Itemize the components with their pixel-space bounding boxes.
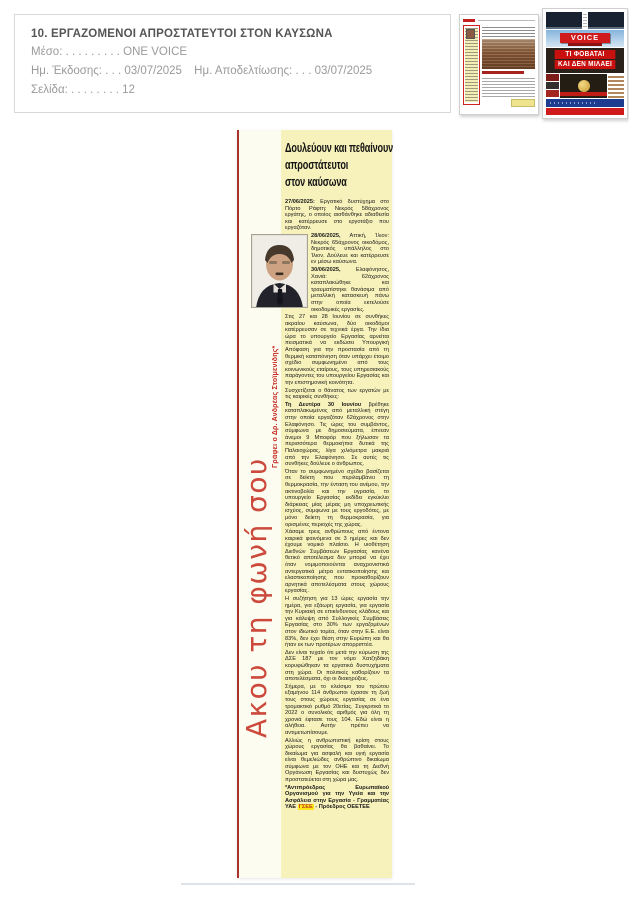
logo-subtitle-strip — [568, 43, 602, 46]
clipping-date-label: Ημ. Αποδελτίωσης: — [194, 65, 293, 77]
center-photo — [560, 74, 607, 98]
clipping-metadata-box — [14, 14, 451, 113]
article-footer-credentials: *Αντιπρόεδρος Ευρωπαϊκού Οργανισμού για την Υγεία και την Ασφάλεια στην Εργασία - Γραμματέας ΥΑΕ ΓΣΕΕ - Πρόεδρος ΟΕΕΤΕΕ — [285, 784, 389, 811]
dot-leader: . . . . . . . . — [71, 84, 119, 96]
article-paragraph: 30/06/2025, Ελαφόνησος, Χανιά: 62άχρονος καταπλακώθηκε και τραυματίστηκε θανάσιμα από μεταλλική κατασκευή πάνω στην οποία εκτελούσε οικοδομικές εργασίες. — [311, 266, 389, 313]
top-left-photo — [546, 12, 582, 29]
body-text-lines — [482, 76, 535, 97]
paragraph-date-lead: 28/06/2025, — [311, 232, 341, 239]
highlighted-article-column — [463, 25, 480, 105]
highlighted-word: ΓΣΕΕ — [298, 804, 313, 811]
sub-headline — [482, 71, 524, 74]
paragraph-date-lead: 27/06/2025: — [285, 199, 315, 205]
article-paragraph: Τη Δευτέρα 30 Ιουνίου βρέθηκε καταπλακωμένος από μεταλλική στέγη στην οποία εργαζόταν 62άχρονος στην Ελαφόνησο. Τις ώρες του συμβάντος, σύμφωνα με δημοσιεύματα, έπνεαν άνεμοι 9 Μποφόρ που ξήλωσαν τα περισσότερα θερμοκήπια δυτικά της Παλαιοχώρας, λίγα χιλιόμετρα μακριά από την Ελαφόνησο. Σε αυτές τις συνθήκες δούλευε ο άνθρωπος. — [285, 401, 389, 468]
article-content — [281, 130, 392, 878]
issue-date-label: Ημ. Έκδοσης: — [31, 65, 102, 77]
headline-lines — [482, 25, 535, 37]
front-headline-line2: ΚΑΙ ΔΕΝ ΜΙΛΑΕΙ — [555, 60, 616, 69]
clipping-title: 10. ΕΡΓΑΖΟΜΕΝΟΙ ΑΠΡΟΣΤΑΤΕΥΤΟΙ ΣΤΟΝ ΚΑΥΣΩΝΑ — [31, 28, 333, 40]
side-article-block — [546, 82, 559, 89]
article-paragraph: Σήμερα, με το κλείσιμο του πρώτου εξαμήνου 114 άνθρωποι έχασαν τη ζωή τους στους χώρους εργασίας σε ένα τρομακτικό ρυθμό 20ετίας. Συγκριτικά το 2022 ο συνολικός αριθμός για όλη τη χρονιά έφτασε τους 104. Εδώ είναι η αλήθεια. Αυτήν πρέπει να αντιμετωπίσουμε. — [285, 683, 389, 736]
paragraph-date-lead: 30/06/2025, — [311, 266, 341, 273]
article-headline: Δουλεύουν και πεθαίνουν απροστάτευτοι στον καύσωνα — [285, 140, 394, 189]
field-photo — [482, 39, 535, 69]
article-paragraph: Συσχετίζεται ο θάνατος των εργατών με τις καιρικές συνθήκες: — [285, 387, 389, 401]
article-paragraph: 28/06/2025, Αττική, Ίλιον: Νεκρός 65άχρονος οικοδόμος, δημοτικός υπάλληλος στο Ίλιον. Δούλευε και κατέρρευσε εν μέσω καύσωνα. — [311, 232, 389, 266]
voice-logo: VOICE — [560, 33, 610, 43]
article-clipping — [237, 130, 392, 878]
right-article-block — [608, 74, 624, 98]
red-strip — [560, 92, 607, 96]
front-headline-photo — [546, 48, 624, 73]
article-paragraph: Στις 27 και 28 Ιουνίου σε συνθήκες ακραίου καύσωνα, δύο οικοδόμοι κατέρρευσαν σε τεχνικά έργα. Την ίδια ώρα το υπουργείο Εργασίας αρνείται πεισματικά να εκδώσει Υπουργική Απόφαση για την προστασία από τη θερμική καταπόνηση όταν υπάρχει έτοιμο σχέδιο συμφωνημένο από τους κοινωνικούς εταίρους, τους υπηρεσιακούς παράγοντες του υπουργείου Εργασίας και την επιστημονική κοινότητα. — [285, 314, 389, 387]
column-section-title: Ακου τη φωνή σου — [240, 457, 273, 738]
media-value: ONE VOICE — [123, 46, 188, 58]
paragraph-date-lead: Τη Δευτέρα 30 Ιουνίου — [285, 401, 362, 408]
top-text-lines — [583, 12, 587, 29]
clipping-date-value: 03/07/2025 — [314, 65, 373, 77]
bottom-red-bar — [546, 108, 624, 115]
page-label: Σελίδα: — [31, 84, 68, 96]
dot-leader: . . . — [105, 65, 122, 77]
front-headline-line1: ΤΙ ΦΟΒΑΤΑΙ — [555, 50, 616, 59]
article-paragraph: Η συζήτηση για 13 ώρες εργασία την ημέρα, για εξάωρη εργασία, για εργασία την Κυριακή σε επικίνδυνους κλάδους και για κάλυψη από Συλλογικές Συμβάσεις Εργασίας στο 30% των εργαζομένων στον ιδιωτικό τομέα, όταν στην Ε.Ε. είναι 83%, δεν έχει θέση στην Ευρώπη και θα ήταν εκ των προτέρων απορριπτέα. — [285, 596, 389, 649]
article-paragraph: 27/06/2025: Εργατικό δυστύχημα στο Πόρτο Ράφτη: Νεκρός 58άχρονος εργάτης, ο οποίος αισθάνθηκε αδιαθεσία και κατέρρευσε στο εργοτάξιο που εργαζόταν. — [285, 199, 390, 232]
media-label: Μέσο: — [31, 46, 63, 58]
gold-emblem — [578, 80, 590, 92]
side-article-block — [546, 90, 559, 97]
article-body — [285, 199, 389, 811]
top-right-photo — [588, 12, 624, 29]
yellow-box — [511, 99, 535, 107]
issue-date-value: 03/07/2025 — [124, 65, 182, 77]
column-photo — [466, 29, 475, 39]
page-line — [31, 84, 434, 97]
media-line — [31, 46, 434, 59]
thumbnail-inner-page[interactable] — [459, 14, 539, 115]
masthead-block — [463, 19, 475, 22]
dates-line — [31, 65, 434, 78]
article-paragraph: Δεν είναι τυχαίο ότι μετά την κύρωση της ΔΣΕ 187 με τον νόμο Χατζηδάκη κορυφώθηκαν τα εργατικά δυστυχήματα στη χώρα. Οι πολιτικές καθορίζουν τα αποτελέσματα, όχι οι διακηρύξεις. — [285, 649, 389, 683]
article-paragraph: Όταν το συμφωνημένο σχέδιο βασίζεται σε δείκτη που περιλαμβάνει τη θερμοκρασία, την ένταση του ανέμου, την ακτινοβολία και την υγρασία, το υπουργείο Εργασίας εκδίδει εγκύκλιο διάρκειας μίας μέρας μη υποχρεωτικής ισχύος, σύμφωνα με τους εργοδότες, με μόνο δείκτη τη θερμοκρασία, για ορισμένες περιοχές της χώρας. — [285, 468, 389, 528]
dot-leader: . . . — [295, 65, 312, 77]
dot-leader: . . . . . . . . . — [65, 46, 120, 58]
side-article-block — [546, 74, 559, 81]
article-byline: Γράφει ο Δρ. Ανδρέας Στοϊμενίδης* — [272, 345, 279, 468]
masthead-sky-band — [546, 30, 624, 47]
author-portrait-photo — [251, 234, 308, 308]
thumbnail-front-page[interactable] — [542, 8, 628, 119]
article-paragraph: Χάσαμε τρεις ανθρώπους από έντονα καιρικά φαινόμενα σε 3 ημέρες και δεν έχουμε νομικό πλαίσιο. Η υιοθέτηση Διεθνών Συμβάσεων Εργασίας κανένα θετικό αποτέλεσμα δεν μπορεί να έχει όταν νομιμοποιούνται αναχρονιστικά αντεργατικά μέτρα εντατικοποίησης και ελαστικοποίησης που προκαθορίζουν αρνητικά αποτελέσματα στους χώρους εργασίας. — [285, 529, 389, 595]
page-value: 12 — [122, 84, 135, 96]
article-paragraph: Αλλιώς η ανθρωπιστική κρίση στους χώρους εργασίας θα βαθαίνει. Το δικαίωμα για ασφαλή και υγιή εργασία είναι θεμελιώδες ανθρώπινο δικαίωμα σύμφωνα με τον ΟΗΕ και τη Διεθνή Οργάνωση Εργασίας και δυστυχώς δεν προστατεύεται στη χώρα μας. — [285, 737, 389, 784]
bottom-blue-bar — [546, 99, 624, 107]
